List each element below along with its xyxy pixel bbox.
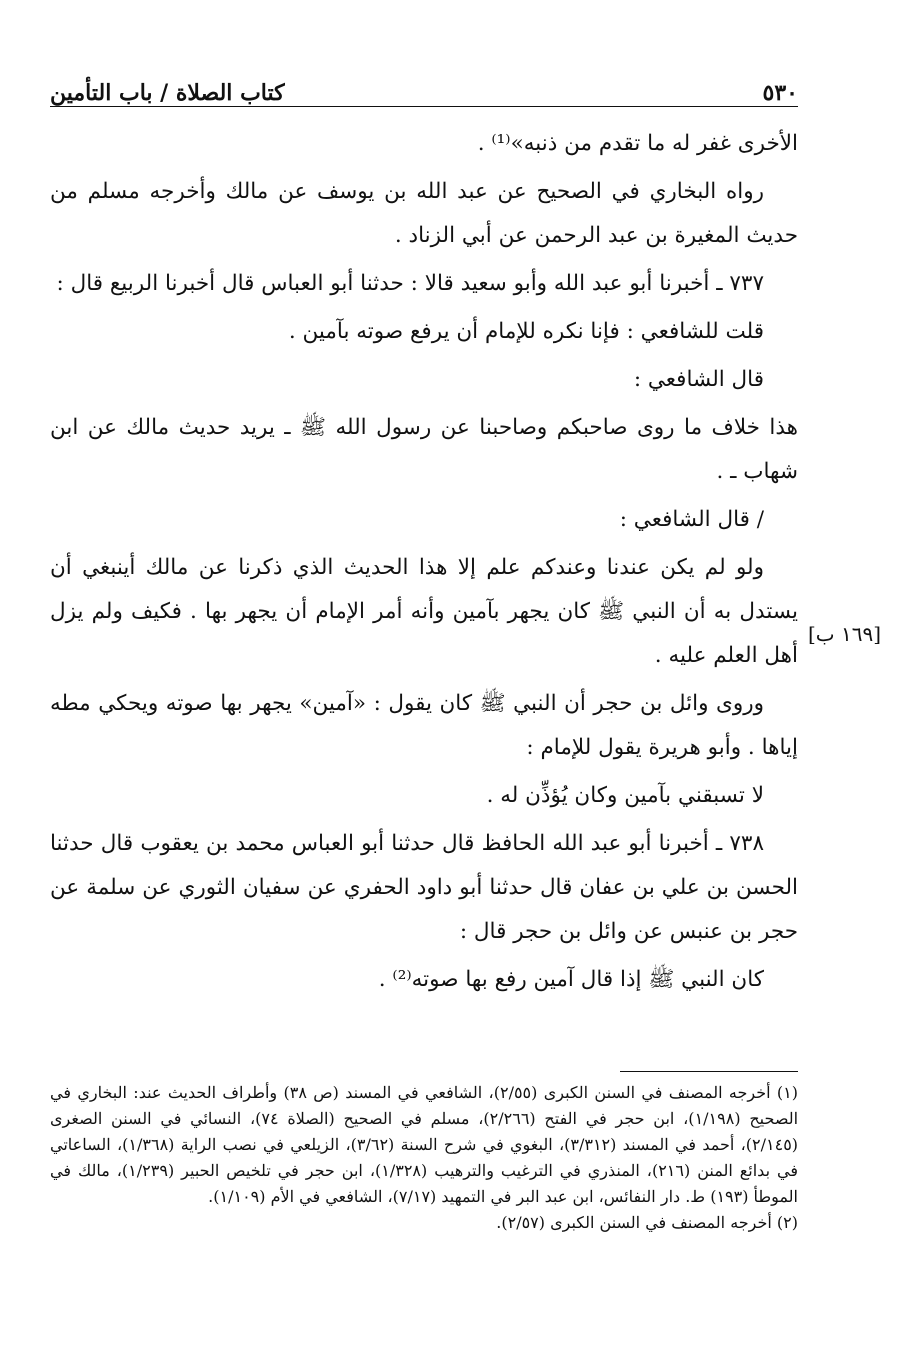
running-title: كتاب الصلاة / باب التأمين	[50, 80, 285, 106]
paragraph-7: / قال الشافعي :	[619, 507, 764, 532]
paragraph-10: لا تسبقني بآمين وكان يُؤذِّن له .	[486, 783, 764, 808]
running-header	[50, 66, 798, 106]
main-text	[50, 122, 798, 1006]
footnote-2: (٢) أخرجه المصنف في السنن الكبرى (٢/٥٧).	[496, 1213, 798, 1232]
paragraph-2: رواه البخاري في الصحيح عن عبد الله بن يوسف عن مالك وأخرجه مسلم من حديث المغيرة بن عبد الرحمن عن أبي الزناد .	[50, 179, 798, 248]
footnote-divider	[620, 1071, 798, 1072]
page-number: ٥٣٠	[762, 80, 798, 106]
paragraph-12: كان النبي ﷺ إذا قال آمين رفع بها صوته⁽²⁾ .	[378, 967, 764, 992]
hadith-738: ٧٣٨ ـ أخبرنا أبو عبد الله الحافظ قال حدثنا أبو العباس محمد بن يعقوب قال حدثنا الحسن بن علي بن عفان قال حدثنا أبو داود الحفري عن سفيان الثوري عن سلمة عن حجر بن عنبس عن وائل بن حجر قال :	[50, 831, 798, 944]
paragraph-9: وروى وائل بن حجر أن النبي ﷺ كان يقول : «آمين» يجهر بها صوته ويحكي مطه إياها . وأبو هريرة يقول للإمام :	[50, 691, 798, 760]
paragraph-1: الأخرى غفر له ما تقدم من ذنبه»⁽¹⁾ .	[477, 131, 798, 156]
paragraph-4: قلت للشافعي : فإنا نكره للإمام أن يرفع صوته بآمين .	[288, 319, 764, 344]
paragraph-6: هذا خلاف ما روى صاحبكم وصاحبنا عن رسول الله ﷺ ـ يريد حديث مالك عن ابن شهاب ـ .	[50, 415, 798, 484]
header-divider	[50, 106, 798, 107]
footnote-1: (١) أخرجه المصنف في السنن الكبرى (٢/٥٥)، الشافعي في المسند (ص ٣٨) وأطراف الحديث عند: البخاري في الصحيح (١/١٩٨)، ابن حجر في الفتح (٢/٢٦٦)، مسلم في الصحيح (الصلاة ٧٤)، النسائي في السنن الصغرى (٢/١٤٥)، أحمد في المسند (٣/٣١٢)، البغوي في شرح السنة (٣/٦٢)، الزيلعي في نصب الراية (١/٣٦٨)، الساعاتي في بدائع المنن (٢١٦)، المنذري في الترغيب والترهيب (١/٣٢٨)، ابن حجر في تلخيص الحبير (١/٢٣٩)، مالك في الموطأ (١٩٣) ط. دار النفائس، ابن عبد البر في التمهيد (٧/١٧)، الشافعي في الأم (١/١٠٩).	[50, 1083, 799, 1206]
paragraph-5: قال الشافعي :	[633, 367, 764, 392]
footnotes	[50, 1080, 798, 1236]
margin-folio-marker: [١٦٩ ب]	[808, 622, 882, 646]
paragraph-8: ولو لم يكن عندنا وعندكم علم إلا هذا الحديث الذي ذكرنا عن مالك أينبغي أن يستدل به أن النبي ﷺ كان يجهر بآمين وأنه أمر الإمام أن يجهر بها . فكيف ولم يزل أهل العلم عليه .	[50, 555, 798, 668]
hadith-737: ٧٣٧ ـ أخبرنا أبو عبد الله وأبو سعيد قالا : حدثنا أبو العباس قال أخبرنا الربيع قال :	[56, 271, 764, 296]
